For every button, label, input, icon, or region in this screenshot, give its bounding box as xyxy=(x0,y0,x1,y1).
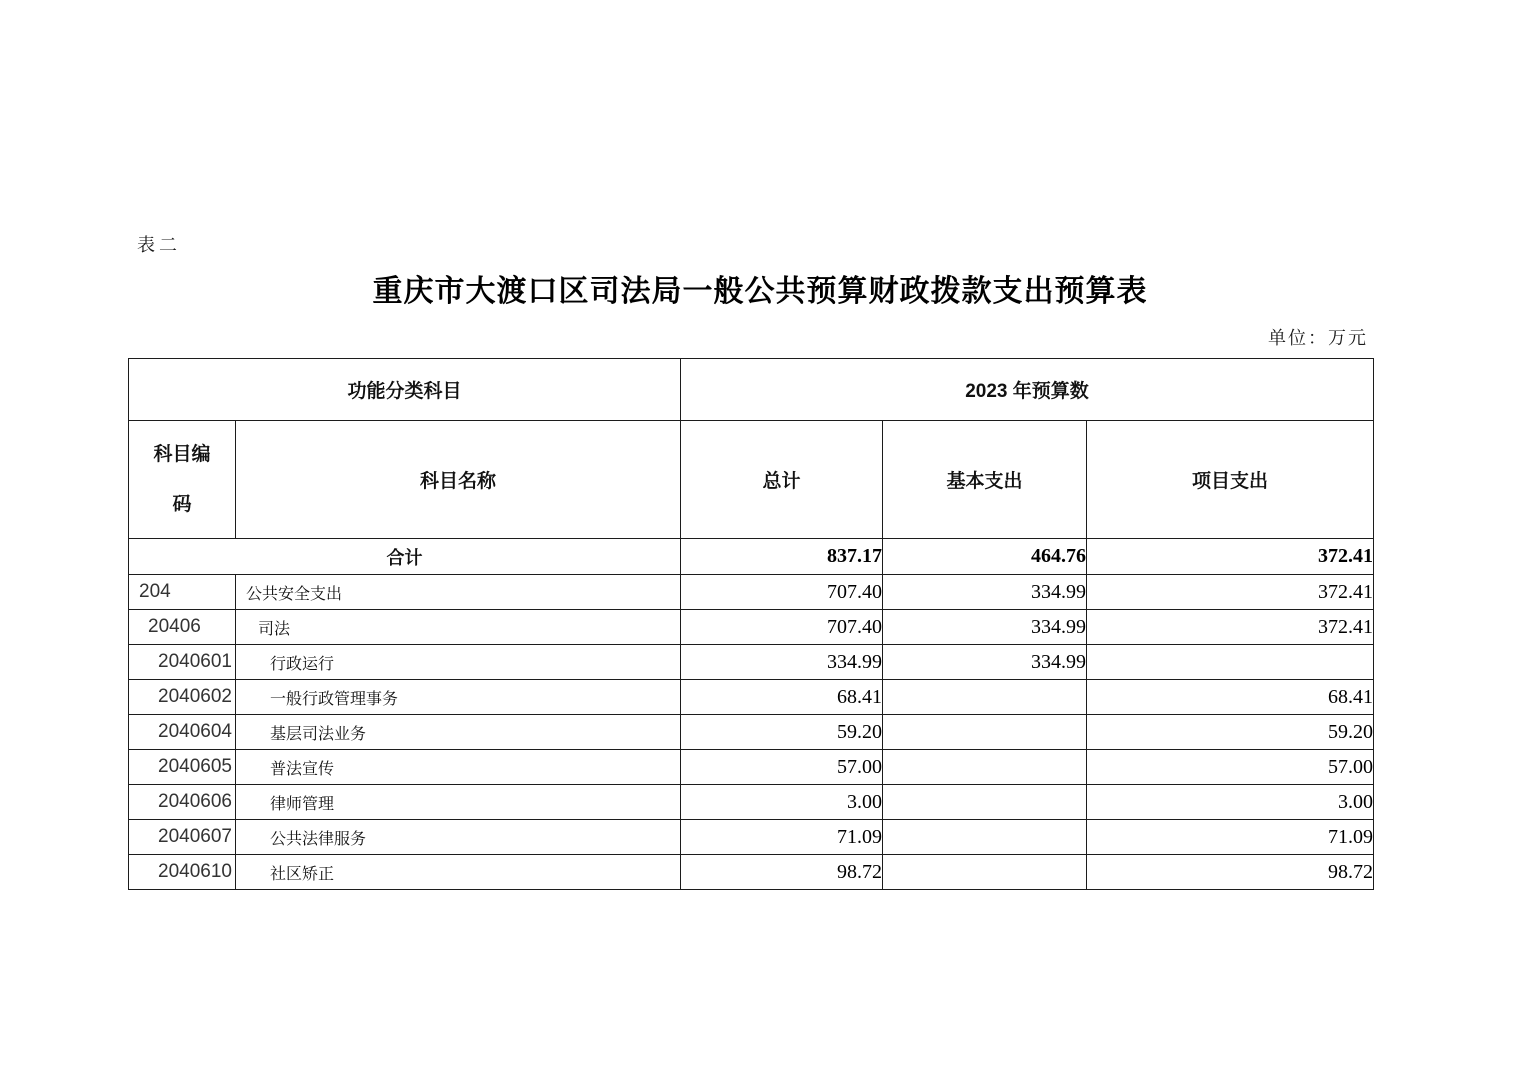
value-basic xyxy=(883,750,1087,785)
value-total: 68.41 xyxy=(681,680,883,715)
value-basic xyxy=(883,785,1087,820)
subject-name: 一般行政管理事务 xyxy=(236,680,681,715)
value-basic xyxy=(883,680,1087,715)
header-total: 总计 xyxy=(681,421,883,539)
value-total: 98.72 xyxy=(681,855,883,890)
value-total: 71.09 xyxy=(681,820,883,855)
budget-table xyxy=(128,358,1374,890)
table-row xyxy=(129,715,1374,750)
subject-code: 2040602 xyxy=(129,680,236,715)
header-functional-classification: 功能分类科目 xyxy=(129,359,681,421)
table-row xyxy=(129,610,1374,645)
value-basic xyxy=(883,820,1087,855)
value-total: 57.00 xyxy=(681,750,883,785)
header-subject-code-label: 科目编码 xyxy=(153,444,211,515)
total-basic: 464.76 xyxy=(883,539,1087,575)
value-total: 334.99 xyxy=(681,645,883,680)
value-basic: 334.99 xyxy=(883,645,1087,680)
subject-name: 公共安全支出 xyxy=(236,575,681,610)
subject-code: 2040604 xyxy=(129,715,236,750)
value-project: 372.41 xyxy=(1087,575,1374,610)
value-project: 372.41 xyxy=(1087,610,1374,645)
value-basic xyxy=(883,855,1087,890)
total-project: 372.41 xyxy=(1087,539,1374,575)
table-row xyxy=(129,750,1374,785)
header-columns-row xyxy=(129,421,1374,539)
table-row xyxy=(129,645,1374,680)
value-total: 707.40 xyxy=(681,610,883,645)
subject-code: 204 xyxy=(129,575,236,610)
subject-code: 2040605 xyxy=(129,750,236,785)
subject-name: 行政运行 xyxy=(236,645,681,680)
subject-code: 2040607 xyxy=(129,820,236,855)
unit-note: 单位：万元 xyxy=(1268,328,1368,348)
subject-name: 社区矫正 xyxy=(236,855,681,890)
subject-code: 2040601 xyxy=(129,645,236,680)
value-project: 98.72 xyxy=(1087,855,1374,890)
header-group-row xyxy=(129,359,1374,421)
header-basic-expenditure: 基本支出 xyxy=(883,421,1087,539)
value-project: 71.09 xyxy=(1087,820,1374,855)
value-project: 59.20 xyxy=(1087,715,1374,750)
value-project: 3.00 xyxy=(1087,785,1374,820)
value-basic xyxy=(883,715,1087,750)
value-project xyxy=(1087,645,1374,680)
table-row xyxy=(129,785,1374,820)
value-total: 3.00 xyxy=(681,785,883,820)
header-subject-code xyxy=(129,421,236,539)
header-project-expenditure: 项目支出 xyxy=(1087,421,1374,539)
total-sum: 837.17 xyxy=(681,539,883,575)
subject-code: 2040610 xyxy=(129,855,236,890)
value-basic: 334.99 xyxy=(883,575,1087,610)
page-title: 重庆市大渡口区司法局一般公共预算财政拨款支出预算表 xyxy=(372,275,1148,308)
subject-name: 普法宣传 xyxy=(236,750,681,785)
table-row-total xyxy=(129,539,1374,575)
subject-name: 基层司法业务 xyxy=(236,715,681,750)
subject-code: 20406 xyxy=(129,610,236,645)
subject-name: 公共法律服务 xyxy=(236,820,681,855)
value-total: 707.40 xyxy=(681,575,883,610)
total-label: 合计 xyxy=(129,539,681,575)
value-project: 68.41 xyxy=(1087,680,1374,715)
sheet-label: 表二 xyxy=(137,235,181,255)
value-total: 59.20 xyxy=(681,715,883,750)
subject-name: 律师管理 xyxy=(236,785,681,820)
subject-name: 司法 xyxy=(236,610,681,645)
value-basic: 334.99 xyxy=(883,610,1087,645)
header-2023-budget: 2023 年预算数 xyxy=(681,359,1374,421)
table-row xyxy=(129,575,1374,610)
table-row xyxy=(129,820,1374,855)
value-project: 57.00 xyxy=(1087,750,1374,785)
table-row xyxy=(129,680,1374,715)
header-subject-name: 科目名称 xyxy=(236,421,681,539)
table-row xyxy=(129,855,1374,890)
subject-code: 2040606 xyxy=(129,785,236,820)
